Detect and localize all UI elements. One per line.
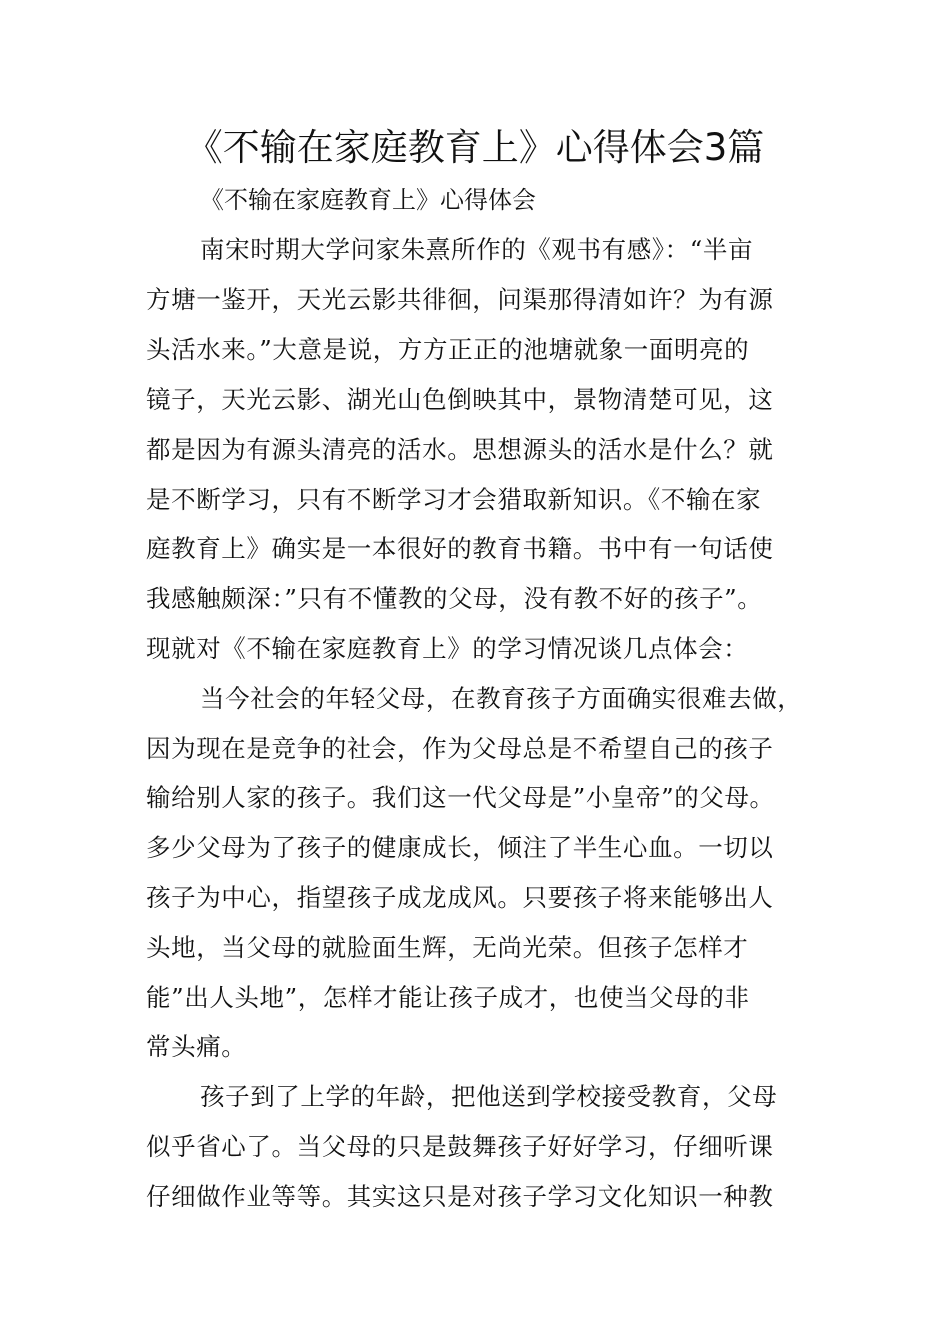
paragraph-line: 现就对《不输在家庭教育上》的学习情况谈几点体会：: [146, 634, 749, 663]
paragraph-line: 输给别人家的孩子。我们这一代父母是”小皇帝”的父母。: [146, 783, 775, 812]
paragraph-line: 我感触颇深：”只有不懂教的父母，没有教不好的孩子”。: [146, 584, 763, 613]
paragraph-line: 庭教育上》确实是一本很好的教育书籍。书中有一句话使: [146, 534, 774, 563]
document-subtitle: 《不输在家庭教育上》心得体会: [200, 186, 536, 214]
paragraph-line: 南宋时期大学问家朱熹所作的《观书有感》：“半亩: [200, 235, 754, 264]
paragraph-line: 是不断学习，只有不断学习才会猎取新知识。《不输在家: [146, 485, 762, 514]
paragraph-line: 因为现在是竞争的社会，作为父母总是不希望自己的孩子: [146, 734, 774, 763]
paragraph-line: 似乎省心了。当父母的只是鼓舞孩子好好学习，仔细听课: [146, 1132, 774, 1161]
paragraph-line: 头活水来。”大意是说，方方正正的池塘就象一面明亮的: [146, 335, 750, 364]
paragraph-line: 头地，当父母的就脸面生辉，无尚光荣。但孩子怎样才: [146, 933, 749, 962]
paragraph-line: 方塘一鉴开，天光云影共徘徊，问渠那得清如许？为有源: [146, 285, 774, 314]
paragraph-line: 常头痛。: [146, 1032, 247, 1061]
document-title: 《不输在家庭教育上》心得体会3篇: [185, 126, 765, 169]
paragraph-line: 镜子，天光云影、湖光山色倒映其中，景物清楚可见，这: [146, 385, 774, 414]
paragraph-line: 孩子到了上学的年龄，把他送到学校接受教育，父母: [200, 1082, 778, 1111]
paragraph-line: 仔细做作业等等。其实这只是对孩子学习文化知识一种教: [146, 1182, 774, 1211]
paragraph-line: 当今社会的年轻父母，在教育孩子方面确实很难去做，: [200, 684, 803, 713]
paragraph-line: 都是因为有源头清亮的活水。思想源头的活水是什么？就: [146, 435, 774, 464]
paragraph-line: 孩子为中心，指望孩子成龙成风。只要孩子将来能够出人: [146, 883, 774, 912]
paragraph-line: 能”出人头地”，怎样才能让孩子成才，也使当父母的非: [146, 983, 750, 1012]
paragraph-line: 多少父母为了孩子的健康成长，倾注了半生心血。一切以: [146, 833, 774, 862]
